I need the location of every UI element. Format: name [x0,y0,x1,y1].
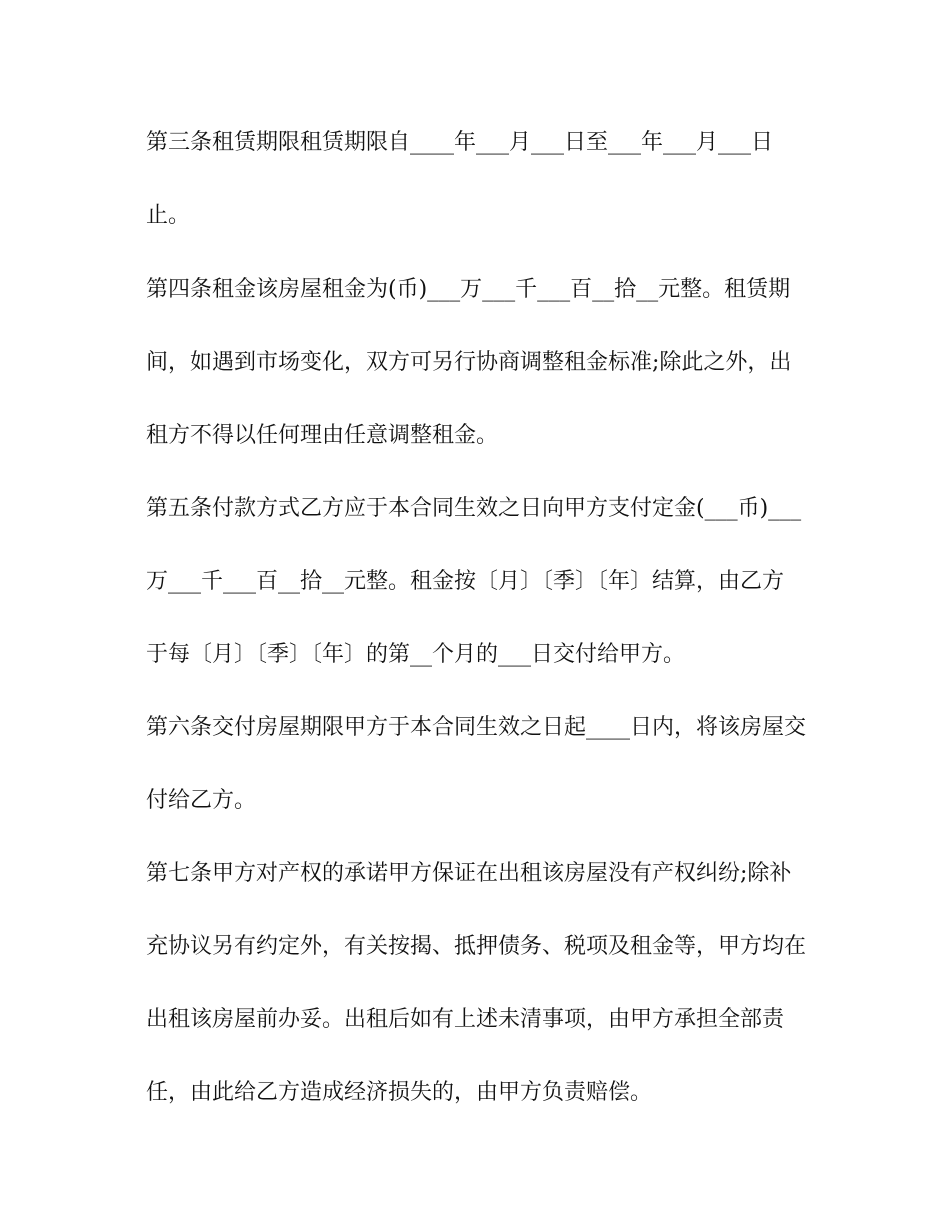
text-line: 于每〔月〕〔季〕〔年〕的第__个月的___日交付给甲方。 [146,642,686,667]
text-line: 万___千___百__拾__元整。租金按〔月〕〔季〕〔年〕结算，由乙方 [146,569,785,594]
text-line: 间，如遇到市场变化，双方可另行协商调整租金标准;除此之外，出 [146,350,792,375]
text-line: 第四条租金该房屋租金为(币)___万___千___百__拾__元整。租赁期 [146,277,791,302]
text-line: 充协议另有约定外，有关按揭、抵押债务、税项及租金等，甲方均在 [146,934,807,959]
text-line: 第三条租赁期限租赁期限自____年___月___日至___年___月___日 [146,130,774,155]
text-line: 第七条甲方对产权的承诺甲方保证在出租该房屋没有产权纠纷;除补 [146,861,792,886]
text-line: 租方不得以任何理由任意调整租金。 [146,423,499,448]
text-line: 止。 [146,203,191,228]
text-line: 第六条交付房屋期限甲方于本合同生效之日起____日内，将该房屋交 [146,715,807,740]
text-line: 出租该房屋前办妥。出租后如有上述未清事项，由甲方承担全部责 [146,1007,785,1032]
text-line: 任，由此给乙方造成经济损失的，由甲方负责赔偿。 [146,1080,653,1105]
text-line: 第五条付款方式乙方应于本合同生效之日向甲方支付定金(___币)___ [146,496,802,521]
text-line: 付给乙方。 [146,788,257,813]
